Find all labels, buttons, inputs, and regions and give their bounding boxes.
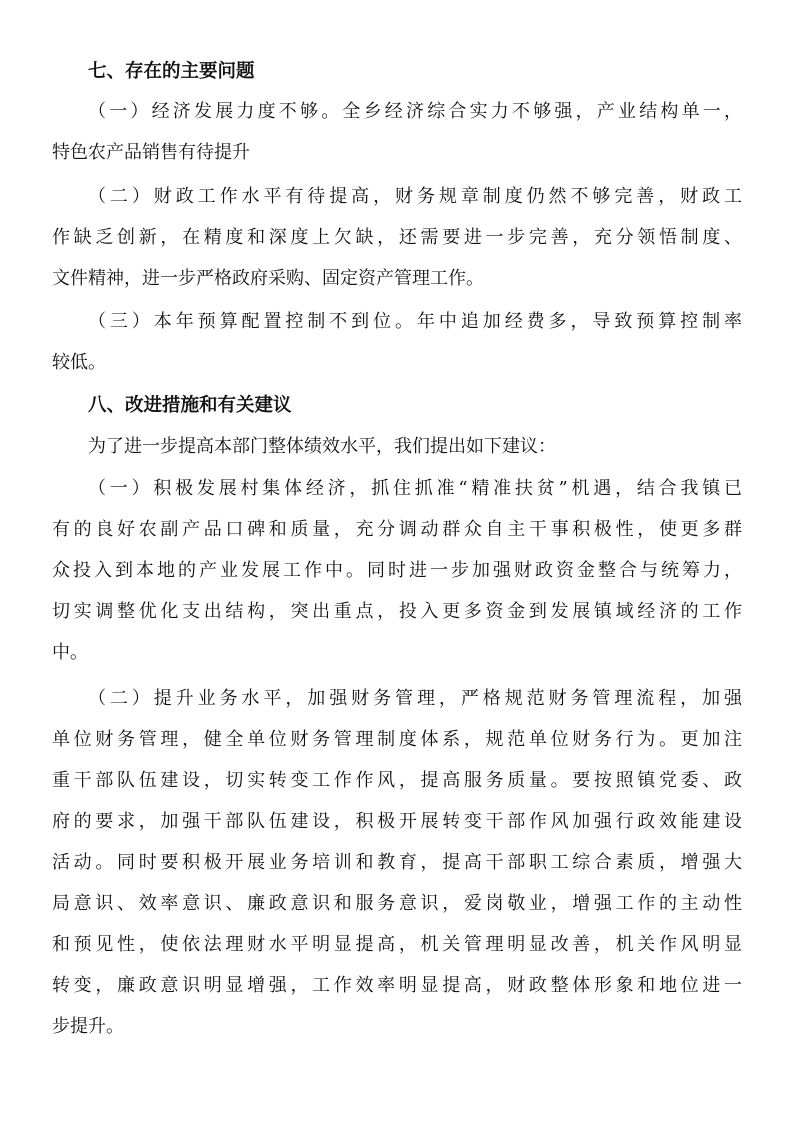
paragraph-line: （二）提升业务水平，加强财务管理，严格规范财务管理流程，加强 <box>88 688 742 709</box>
paragraph-line: 有的良好农副产品口碑和质量，充分调动群众自主干事积极性，使更多群 <box>52 519 742 540</box>
paragraph-line: 文件精神，进一步严格政府采购、固定资产管理工作。 <box>52 268 484 289</box>
paragraph-line: 活动。同时要积极开展业务培训和教育，提高干部职工综合素质，增强大 <box>52 852 742 873</box>
paragraph-line: （三）本年预算配置控制不到位。年中追加经费多，导致预算控制率 <box>88 311 742 332</box>
paragraph-line: （一）经济发展力度不够。全乡经济综合实力不够强，产业结构单一， <box>88 101 742 122</box>
paragraph-line: 特色农产品销售有待提升 <box>52 142 250 163</box>
paragraph-line: 重干部队伍建设，切实转变工作作风，提高服务质量。要按照镇党委、政 <box>52 770 742 791</box>
paragraph-line: （二）财政工作水平有待提高，财务规章制度仍然不够完善，财政工 <box>88 186 742 207</box>
paragraph-line: 切实调整优化支出结构，突出重点，投入更多资金到发展镇域经济的工作 <box>52 601 742 622</box>
paragraph-line: 转变，廉政意识明显增强，工作效率明显提高，财政整体形象和地位进一 <box>52 975 742 996</box>
paragraph-line: 和预见性，使依法理财水平明显提高，机关管理明显改善，机关作风明显 <box>52 934 742 955</box>
section-heading: 八、改进措施和有关建议 <box>88 395 292 416</box>
paragraph-line: 众投入到本地的产业发展工作中。同时进一步加强财政资金整合与统筹力， <box>52 560 742 581</box>
paragraph-line: （一）积极发展村集体经济，抓住抓准“精准扶贫”机遇，结合我镇已 <box>88 478 742 499</box>
paragraph-line: 较低。 <box>52 352 106 373</box>
paragraph-line: 单位财务管理，健全单位财务管理制度体系，规范单位财务行为。更加注 <box>52 729 742 750</box>
paragraph-line: 局意识、效率意识、廉政意识和服务意识，爱岗敬业，增强工作的主动性 <box>52 893 742 914</box>
paragraph-line: 为了进一步提高本部门整体绩效水平，我们提出如下建议： <box>88 436 556 457</box>
paragraph-line: 府的要求，加强干部队伍建设，积极开展转变干部作风加强行政效能建设 <box>52 811 742 832</box>
section-heading: 七、存在的主要问题 <box>88 61 255 82</box>
paragraph-line: 中。 <box>52 642 88 663</box>
paragraph-line: 步提升。 <box>52 1016 124 1037</box>
paragraph-line: 作缺乏创新，在精度和深度上欠缺，还需要进一步完善，充分领悟制度、 <box>52 227 742 248</box>
